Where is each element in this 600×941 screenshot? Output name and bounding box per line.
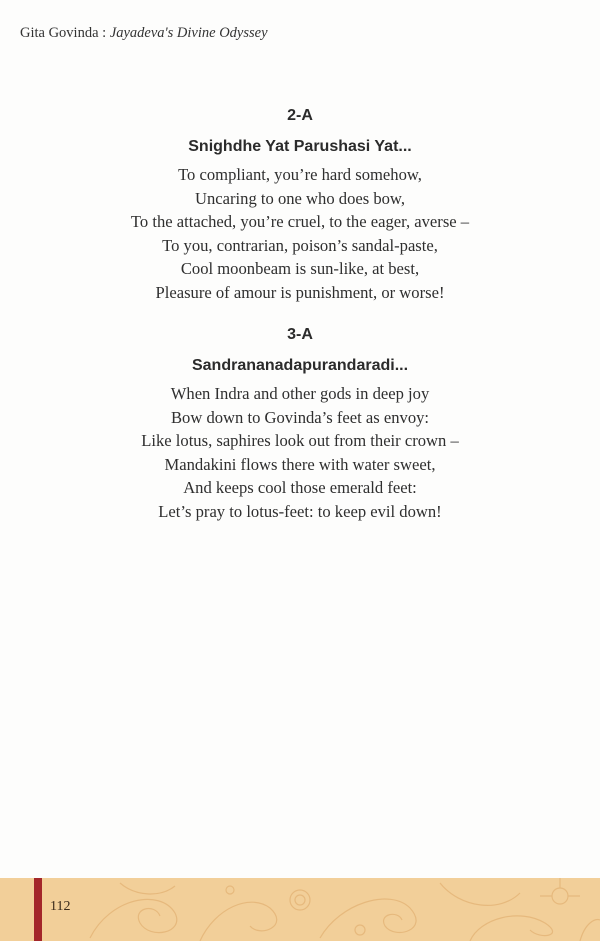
section-title: Snighdhe Yat Parushasi Yat... (188, 138, 412, 155)
section-title: Sandrananadapurandaradi... (191, 357, 409, 374)
paisley-ornament (0, 878, 600, 941)
footer-band (0, 878, 600, 941)
verse-line: To the attached, you’re cruel, to the eager, averse – (130, 212, 470, 231)
book-title: Gita Govinda : (20, 25, 110, 41)
page-accent-bar (34, 878, 42, 941)
verse-line: Let’s pray to lotus-feet: to keep evil down! (158, 501, 442, 521)
verse-line: And keeps cool those emerald feet: (183, 478, 417, 497)
verse-lines (0, 163, 600, 304)
running-head (20, 25, 268, 42)
verse-line: When Indra and other gods in deep joy (170, 384, 430, 403)
verse-section-2a (0, 105, 600, 304)
book-subtitle: Jayadeva's Divine Odyssey (109, 25, 268, 41)
verse-line: Cool moonbeam is sun-like, at best, (180, 259, 420, 278)
verse-line: Bow down to Govinda’s feet as envoy: (170, 407, 430, 427)
verse-line: To you, contrarian, poison’s sandal-paste, (162, 235, 438, 255)
verse-line: Pleasure of amour is punishment, or worse! (155, 282, 445, 302)
verse-line: Mandakini flows there with water sweet, (164, 454, 436, 474)
section-number: 3-A (287, 326, 313, 343)
verse-line: To compliant, you’re hard somehow, (178, 165, 422, 184)
section-number: 2-A (287, 107, 313, 124)
page-number: 112 (50, 899, 71, 914)
verse-section-3a (0, 324, 600, 523)
verse-lines (0, 382, 600, 523)
verse-line: Like lotus, saphires look out from their crown – (141, 431, 459, 450)
verse-line: Uncaring to one who does bow, (195, 188, 405, 208)
